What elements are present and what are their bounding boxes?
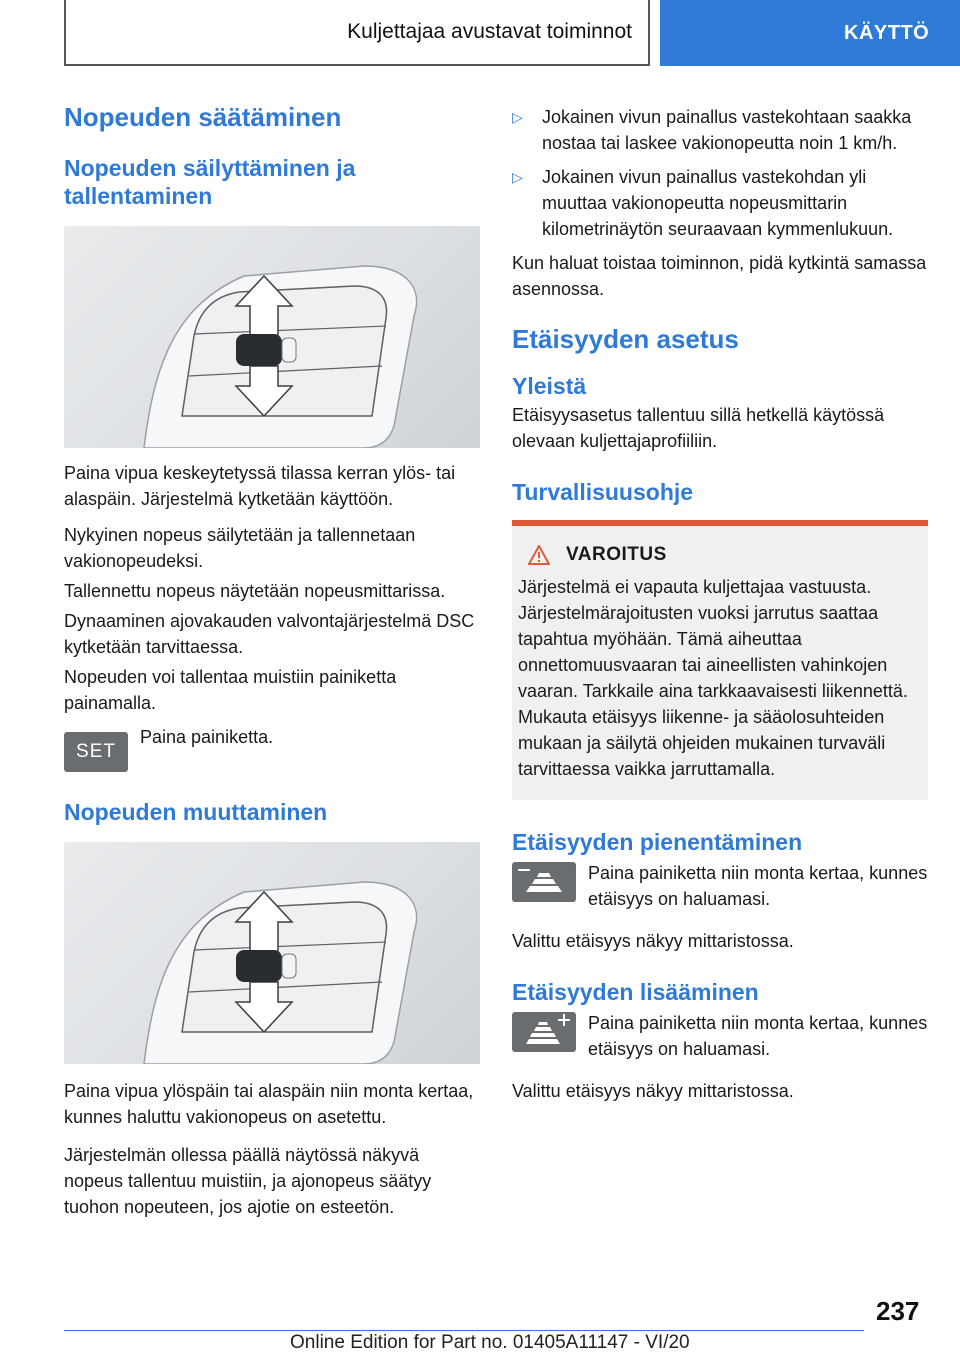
heading-general: Yleistä — [512, 373, 587, 399]
text-increase-shown: Valittu etäisyys näkyy mittaristossa. — [512, 1081, 794, 1101]
text-press-lever-once: Paina vipua keskeytetyssä tilassa kerran ylös- tai alaspäin. Järjestelmä kytketään käyttöön. — [64, 463, 456, 509]
heading-safety-note: Turvallisuusohje — [512, 479, 694, 505]
right-column — [512, 104, 928, 1104]
text-current-speed-stored: Nykyinen nopeus säilytetään ja tallennetaan vakionopeudeksi. — [64, 525, 416, 571]
warning-box — [512, 520, 928, 800]
distance-increase-icon — [512, 1012, 576, 1052]
text-speed-stored-memory: Järjestelmän ollessa päällä näytössä näkyvä nopeus tallentuu muistiin, ja ajonopeus säätyy tuohon nopeuteen, jos ajotie on esteetön. — [64, 1145, 432, 1217]
increase-button-row — [512, 1010, 928, 1062]
heading-distance-setting: Etäisyyden asetus — [512, 324, 739, 354]
steering-lever-illustration-icon — [64, 226, 480, 448]
footer-divider — [64, 1330, 864, 1331]
text-distance-profile: Etäisyysasetus tallentuu sillä hetkellä käytössä olevaan kuljettajaprofiiliin. — [512, 405, 885, 451]
warning-text: Järjestelmä ei vapauta kuljettajaa vastuusta. Järjestelmärajoitusten vuoksi jarrutus saattaa tapahtua myöhään. Tämä aiheuttaa onnettomuusvaaran tai aineellisten vahinkojen vaaran. Tarkkaile aina tarkkaavaisesti liikennettä. Mukauta etäisyys liikenne- ja sääolosuhteiden mukaan ja säilytä ohjeiden mukainen turvaväli tarvittaessa vaikka jarruttamalla. — [518, 577, 908, 779]
steering-lever-illustration-2-icon — [64, 842, 480, 1064]
set-button-label: SET — [76, 741, 116, 762]
heading-distance-increase: Etäisyyden lisääminen — [512, 979, 759, 1005]
header-section — [64, 0, 650, 66]
text-decrease-press: Paina painiketta niin monta kertaa, kunnes etäisyys on haluamasi. — [588, 863, 928, 909]
warning-triangle-icon — [528, 545, 550, 565]
text-dsc-activated: Dynaaminen ajovakauden valvontajärjestelmä DSC kytketään tarvittaessa. — [64, 611, 475, 657]
heading-speed-adjust: Nopeuden säätäminen — [64, 102, 342, 132]
text-increase-press: Paina painiketta niin monta kertaa, kunnes etäisyys on haluamasi. — [588, 1013, 928, 1059]
bullet-text-2: Jokainen vivun painallus vastekohdan yli muuttaa vakionopeutta nopeusmittarin kilometrinäytön seuraavaan kymmenlukuun. — [542, 167, 894, 239]
triangle-bullet-icon: ▷ — [512, 169, 523, 185]
page-number: 237 — [876, 1296, 920, 1326]
warning-title: VAROITUS — [566, 544, 667, 565]
text-decrease-shown: Valittu etäisyys näkyy mittaristossa. — [512, 931, 794, 951]
header-chapter-tab[interactable] — [660, 0, 960, 66]
header-chapter-title: KÄYTTÖ — [844, 21, 930, 44]
heading-speed-store: Nopeuden säilyttäminen ja tallentaminen — [64, 155, 356, 209]
decrease-button-row — [512, 860, 928, 912]
warning-header — [518, 544, 920, 566]
header-section-title: Kuljettajaa avustavat toiminnot — [347, 20, 632, 43]
left-column — [64, 100, 480, 1220]
text-store-with-button: Nopeuden voi tallentaa muistiin painiketta painamalla. — [64, 667, 397, 713]
bullet-item-1 — [512, 104, 928, 156]
text-press-lever-repeatedly: Paina vipua ylöspäin tai alaspäin niin monta kertaa, kunnes haluttu vakionopeus on asetettu. — [64, 1081, 474, 1127]
triangle-bullet-icon: ▷ — [512, 109, 523, 125]
footer-edition: Online Edition for Part no. 01405A11147 - VI/20 — [290, 1332, 690, 1353]
steering-lever-image-2 — [64, 842, 480, 1064]
set-button-icon — [64, 732, 128, 772]
bullet-item-2 — [512, 164, 928, 242]
steering-lever-image-1 — [64, 226, 480, 448]
text-press-button: Paina painiketta. — [140, 727, 274, 747]
heading-speed-change: Nopeuden muuttaminen — [64, 799, 328, 825]
text-repeat-function: Kun haluat toistaa toiminnon, pidä kytkintä samassa asennossa. — [512, 253, 927, 299]
bullet-text-1: Jokainen vivun painallus vastekohtaan saakka nostaa tai laskee vakionopeutta noin 1 km/h. — [542, 107, 912, 153]
heading-distance-decrease: Etäisyyden pienentäminen — [512, 829, 803, 855]
distance-decrease-icon — [512, 862, 576, 902]
text-stored-speed-shown: Tallennettu nopeus näytetään nopeusmittarissa. — [64, 581, 446, 601]
set-button-row — [64, 724, 480, 772]
